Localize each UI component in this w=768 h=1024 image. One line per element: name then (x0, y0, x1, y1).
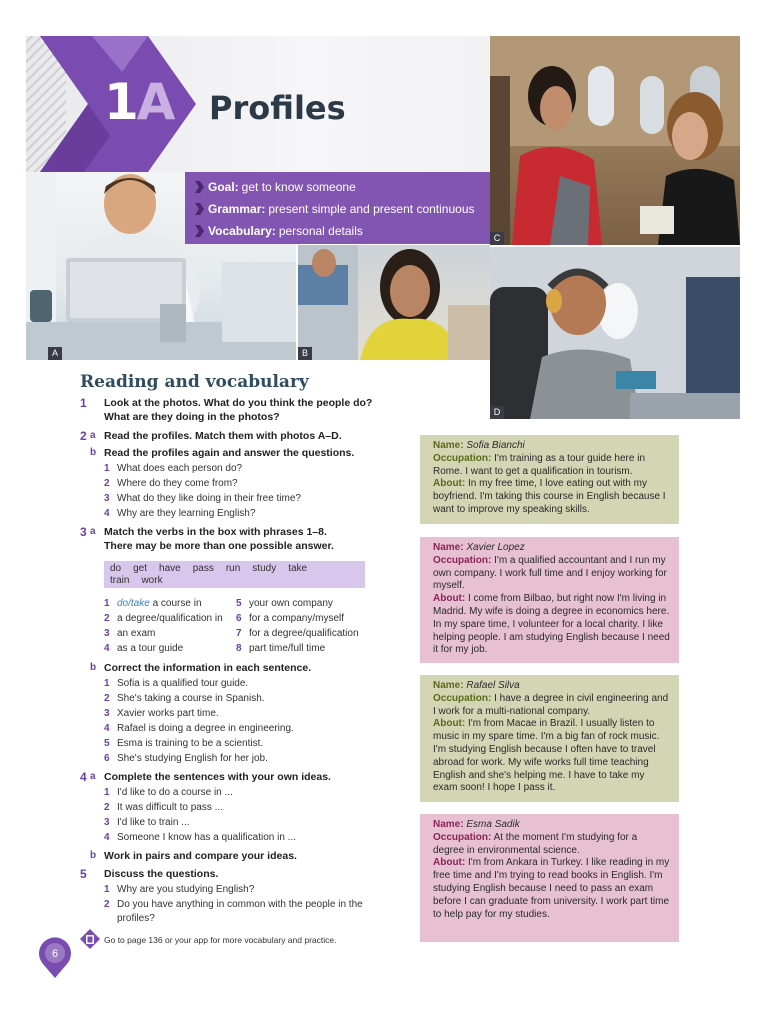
example-answer: do/take (117, 598, 150, 609)
exercise-2a-instruction: Read the profiles. Match them with photos A–D. (104, 430, 342, 442)
exercise-2a-letter: a (90, 430, 96, 441)
profile-about: I come from Bilbao, but right now I'm living in Madrid. My wife is doing a degree in economics here. In my spare time, I volunteer for a local charity. I like helping people. I am studying English because I need it for my job. (433, 593, 670, 656)
word-box-word: have (159, 563, 181, 574)
word-box (104, 561, 365, 588)
question-item: 1 What does each person do? (104, 463, 243, 474)
exercise-2b-instruction: Read the profiles again and answer the questions. (104, 447, 355, 459)
word-box-word: train (110, 575, 130, 586)
footer-reference-note: Go to page 136 or your app for more vocabulary and practice. (104, 935, 337, 945)
profile-occupation: At the moment I'm studying for a degree in environmental science. (433, 831, 638, 856)
profile-name: Rafael Silva (466, 680, 520, 691)
phrase-item: 3 an exam (104, 628, 156, 639)
sentence-item: 4 Rafael is doing a degree in engineering. (104, 723, 294, 734)
sentence-item: 6 She's studying English for her job. (104, 753, 268, 764)
sentence-item: 4 Someone I know has a qualification in ... (104, 832, 296, 843)
question-item: 4 Why are they learning English? (104, 508, 256, 519)
profile-card-xavier: Name: Xavier Lopez Occupation: I'm a qualified accountant and I run my own company. I work full time and I enjoy working for myself. About: I come from Bilbao, but right now I'm living in Madrid. My wife is doing a degree in economics here. In my spare time, I volunteer for a local charity. I like helping people. I am studying English because I need it for my job. (420, 537, 679, 663)
word-box-word: study (252, 563, 277, 574)
exercise-4a-letter: a (90, 771, 96, 782)
phrase-item: 6 for a company/myself (236, 613, 345, 624)
photo-d-man-airplane (490, 247, 740, 419)
exercise-5-instruction: Discuss the questions. (104, 868, 219, 880)
exercise-3a-instruction-line1: Match the verbs in the box with phrases 1–8. (104, 526, 327, 538)
profile-card-rafael: Name: Rafael Silva Occupation: I have a degree in civil engineering and I work for a multi-national company. About: I'm from Macae in Brazil. I usually listen to music in my spare time. I'm a big fan of rock music. I'm studying English because I often have to travel abroad for work. My wife works full time teaching English and she's helping me. I have to take my exam soon! I hope I pass it. (420, 675, 679, 802)
goal-row-goal: Goal: get to know someone (185, 176, 490, 198)
profile-about: I'm from Ankara in Turkey. I like reading in my free time and I'm trying to read books in English. I'm studying English because I need to pass an exam before I can graduate from university. I work part time to help pay for my studies. (433, 857, 670, 920)
sentence-item: 5 Esma is training to be a scientist. (104, 738, 264, 749)
sentence-item: 3 Xavier works part time. (104, 708, 219, 719)
word-box-word: take (288, 563, 308, 574)
profile-card-esma: Name: Esma Sadik Occupation: At the moment I'm studying for a degree in environmental science. About: I'm from Ankara in Turkey. I like reading in my free time and I'm trying to read books in English. I'm studying English because I need to pass an exam before I can graduate from university. I work part time to help pay for my studies. (420, 814, 679, 942)
page-title: Profiles (209, 89, 346, 127)
profile-name: Esma Sadik (466, 819, 520, 830)
sentence-item: 2 She's taking a course in Spanish. (104, 693, 265, 704)
word-box-word: work (141, 575, 163, 586)
exercise-4-number: 4 (80, 770, 87, 784)
question-item: 2 Do you have anything in common with the people in the (104, 899, 363, 910)
exercise-1-instruction-line1: Look at the photos. What do you think the people do? (104, 397, 373, 409)
exercise-1-number: 1 (80, 396, 87, 410)
photo-d-label: D (490, 406, 504, 419)
exercise-3b-letter: b (90, 662, 97, 673)
photo-d-illustration (490, 247, 740, 419)
book-icon (80, 929, 100, 949)
phrase-item: 7 for a degree/qualification (236, 628, 359, 639)
goal-row-vocabulary: Vocabulary: personal details (185, 220, 490, 242)
phrase-item: 8 part time/full time (236, 643, 326, 654)
chevron-right-icon (195, 225, 204, 237)
exercise-2b-letter: b (90, 447, 97, 458)
photo-b-label: B (298, 347, 312, 360)
profile-name: Sofia Bianchi (466, 440, 525, 451)
profile-name: Xavier Lopez (466, 542, 525, 553)
page-number: 6 (51, 948, 59, 960)
exercise-3a-instruction-line2: There may be more than one possible answer. (104, 540, 334, 552)
section-heading: Reading and vocabulary (80, 372, 309, 392)
goals-box (185, 172, 490, 244)
sentence-item: 3 I'd like to train ... (104, 817, 190, 828)
goal-row-grammar: Grammar: present simple and present continuous (185, 198, 490, 220)
phrase-item: 2 a degree/qualification in (104, 613, 223, 624)
question-item-continued: profiles? (117, 913, 155, 924)
word-box-word: get (133, 563, 148, 574)
sentence-item: 2 It was difficult to pass ... (104, 802, 223, 813)
photo-b-illustration (298, 245, 490, 360)
question-item: 1 Why are you studying English? (104, 884, 255, 895)
phrase-item: 4 as a tour guide (104, 643, 184, 654)
profile-about: I'm from Macae in Brazil. I usually listen to music in my spare time. I'm a big fan of rock music. I'm studying English because I often have to travel abroad for work. My wife works full time teaching English and she's helping me. I have to take my exam soon! I hope I pass it. (433, 718, 660, 794)
question-item: 2 Where do they come from? (104, 478, 238, 489)
question-item: 3 What do they like doing in their free time? (104, 493, 301, 504)
photo-c-illustration (490, 36, 740, 245)
profile-about: In my free time, I love eating out with my boyfriend. I'm taking this course in English because I want to improve my speaking skills. (433, 478, 666, 515)
word-box-word: run (225, 563, 241, 574)
exercise-5-number: 5 (80, 867, 87, 881)
profile-occupation: I have a degree in civil engineering and I work for a multi-national company. (433, 692, 669, 717)
sentence-item: 1 Sofia is a qualified tour guide. (104, 678, 249, 689)
exercise-4b-instruction: Work in pairs and compare your ideas. (104, 850, 297, 862)
exercise-4a-instruction: Complete the sentences with your own ideas. (104, 771, 331, 783)
profile-card-sofia: Name: Sofia Bianchi Occupation: I'm training as a tour guide here in Rome. I want to get a qualification in tourism. About: In my free time, I love eating out with my boyfriend. I'm taking this course in English because I want to improve my speaking skills. (420, 435, 679, 524)
chevron-right-icon (195, 203, 204, 215)
profile-occupation: I'm a qualified accountant and I run my own company. I work full time and I enjoy working for myself. (433, 554, 667, 592)
exercise-1-instruction-line2: What are they doing in the photos? (104, 411, 280, 423)
exercise-3b-instruction: Correct the information in each sentence. (104, 662, 312, 674)
exercise-3a-letter: a (90, 526, 96, 537)
exercise-4b-letter: b (90, 850, 97, 861)
unit-number: 1A (104, 73, 174, 131)
phrase-item: 1 do/take a course in (104, 598, 202, 609)
photo-c-label: C (490, 232, 504, 245)
unit-letter: A (136, 73, 174, 131)
sentence-item: 1 I'd like to do a course in ... (104, 787, 233, 798)
profile-occupation: I'm training as a tour guide here in Rome. I want to get a qualification in tourism. (433, 452, 646, 477)
phrase-item: 5 your own company (236, 598, 333, 609)
word-box-word: do (110, 563, 122, 574)
chevron-right-icon (195, 181, 204, 193)
exercise-2-number: 2 (80, 429, 87, 443)
photo-b-woman-classroom (298, 245, 490, 360)
photo-c-tourists-colosseum (490, 36, 740, 245)
exercise-3-number: 3 (80, 525, 87, 539)
photo-a-label: A (48, 347, 62, 360)
word-box-word: pass (192, 563, 214, 574)
